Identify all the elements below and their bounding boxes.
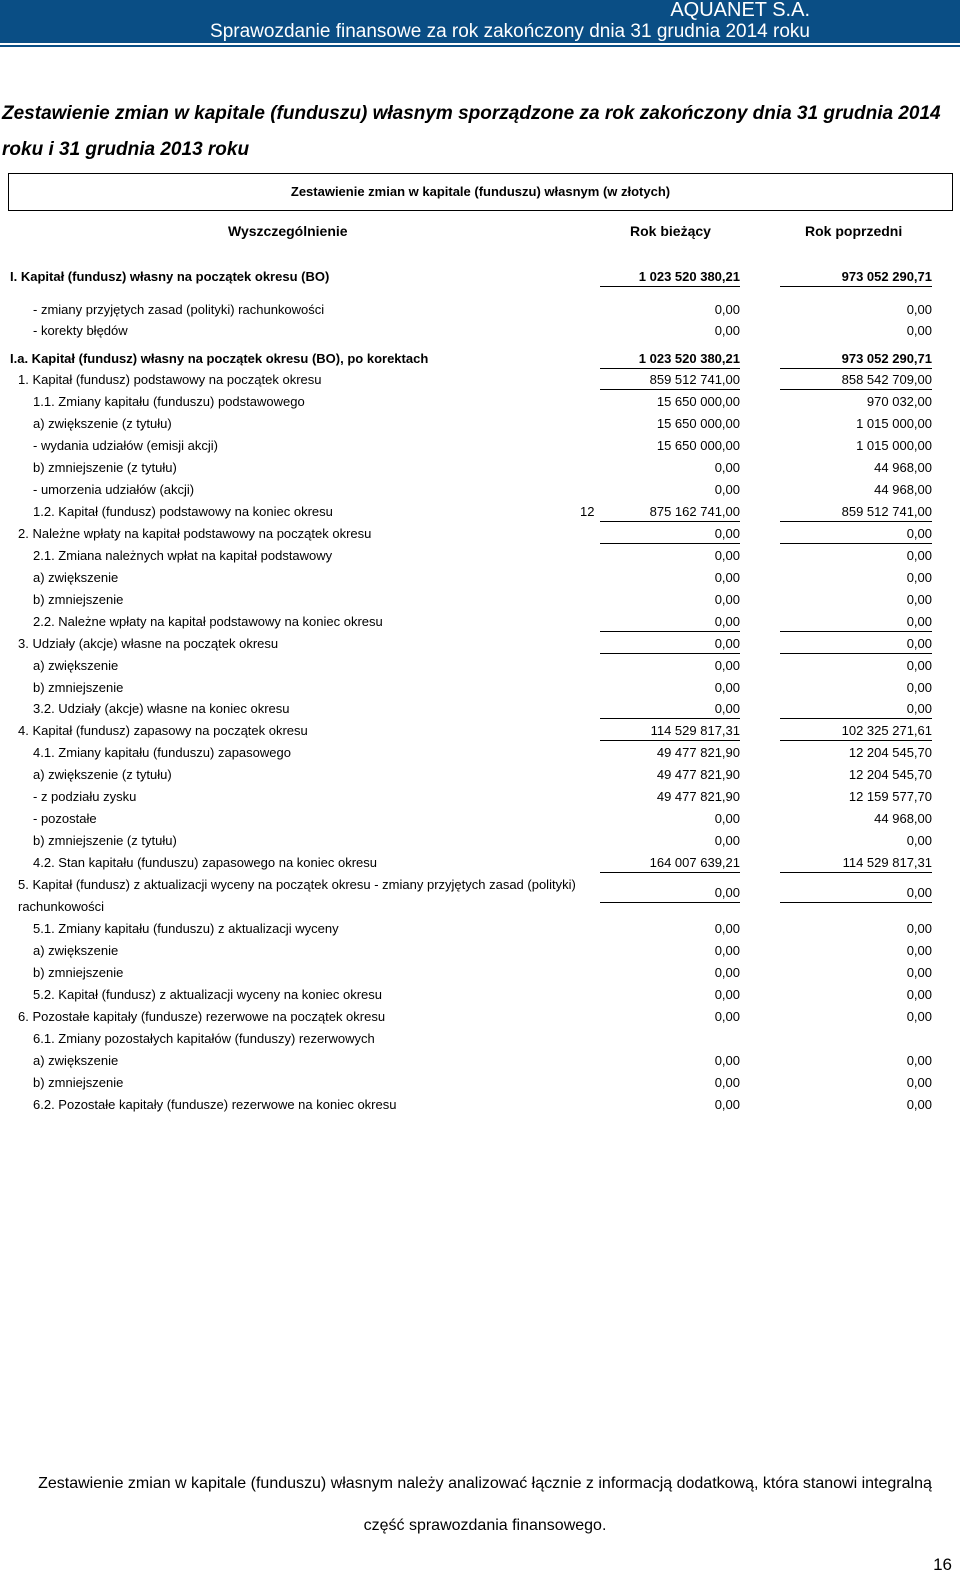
- value-current: 0,00: [714, 680, 740, 695]
- table-row: [0, 657, 960, 678]
- table-row: [0, 1052, 960, 1073]
- table-row: [0, 415, 960, 436]
- value-current: 0,00: [600, 525, 740, 544]
- table-row: [0, 503, 960, 524]
- value-previous: 0,00: [780, 525, 932, 544]
- row-label: - pozostałe: [33, 811, 97, 826]
- report-subtitle: Sprawozdanie finansowe za rok zakończony dnia 31 grudnia 2014 roku: [210, 21, 810, 42]
- value-current: 0,00: [714, 921, 740, 936]
- value-previous: 970 032,00: [866, 394, 932, 409]
- row-label: 5.2. Kapitał (fundusz) z aktualizacji wyceny na koniec okresu: [33, 987, 383, 1002]
- row-label: 5. Kapitał (fundusz) z aktualizacji wyceny na początek okresu - zmiany przyjętych zasad (polityki) rachunkowości: [18, 877, 576, 914]
- page-title: Zestawienie zmian w kapitale (funduszu) własnym sporządzone za rok zakończony dnia 31 grudnia 2014 roku i 31 grudnia 2013 roku: [2, 103, 941, 160]
- row-label: 4.1. Zmiany kapitału (funduszu) zapasowego: [33, 745, 291, 760]
- row-label: 5.1. Zmiany kapitału (funduszu) z aktualizacji wyceny: [33, 921, 339, 936]
- table-row: [0, 1008, 960, 1029]
- value-previous: 0,00: [906, 965, 932, 980]
- row-label: 1.2. Kapitał (fundusz) podstawowy na koniec okresu: [33, 504, 333, 519]
- value-previous: 0,00: [906, 680, 932, 695]
- row-label: a) zwiększenie: [33, 943, 119, 958]
- value-previous: 1 015 000,00: [856, 416, 932, 431]
- row-label: 6.2. Pozostałe kapitały (fundusze) rezerwowe na koniec okresu: [33, 1097, 397, 1112]
- header-divider: [0, 45, 960, 47]
- value-previous: 44 968,00: [874, 460, 932, 475]
- value-current: 49 477 821,90: [656, 789, 740, 804]
- value-current: 0,00: [714, 1097, 740, 1112]
- row-label: 6. Pozostałe kapitały (fundusze) rezerwowe na początek okresu: [18, 1009, 386, 1024]
- value-previous: 12 159 577,70: [848, 789, 932, 804]
- row-label: - wydania udziałów (emisji akcji): [33, 438, 218, 453]
- table-row: [0, 591, 960, 612]
- value-previous: 0,00: [906, 921, 932, 936]
- value-current: 0,00: [714, 592, 740, 607]
- table-row: [0, 810, 960, 831]
- row-label: 2. Należne wpłaty na kapitał podstawowy na początek okresu: [18, 526, 372, 541]
- value-previous: 0,00: [906, 987, 932, 1002]
- company-name: AQUANET S.A.: [670, 0, 810, 21]
- row-label: b) zmniejszenie (z tytułu): [33, 460, 177, 475]
- value-previous: 102 325 271,61: [780, 722, 932, 741]
- value-previous: 44 968,00: [874, 482, 932, 497]
- row-label: - zmiany przyjętych zasad (polityki) rachunkowości: [33, 302, 325, 317]
- table-row: [0, 920, 960, 941]
- row-label: 3.2. Udziały (akcje) własne na koniec okresu: [33, 701, 290, 716]
- table-row: [0, 878, 960, 916]
- value-previous: 0,00: [906, 1075, 932, 1090]
- note-reference: 12: [580, 504, 595, 519]
- table-row: [0, 766, 960, 787]
- value-current: 0,00: [714, 658, 740, 673]
- value-current: 1 023 520 380,21: [600, 268, 740, 287]
- value-previous: 859 512 741,00: [780, 503, 932, 522]
- row-label: 1.1. Zmiany kapitału (funduszu) podstawowego: [33, 394, 305, 409]
- row-label: - korekty błędów: [33, 323, 128, 338]
- table-row: [0, 722, 960, 743]
- table-row: [0, 301, 960, 322]
- value-current: 0,00: [714, 943, 740, 958]
- value-current: 0,00: [714, 965, 740, 980]
- table-row: [0, 1074, 960, 1095]
- value-previous: 0,00: [906, 1009, 932, 1024]
- value-current: 0,00: [714, 833, 740, 848]
- value-current: 0,00: [714, 302, 740, 317]
- value-current: 0,00: [714, 811, 740, 826]
- value-current: 164 007 639,21: [600, 854, 740, 873]
- row-label: 4. Kapitał (fundusz) zapasowy na początek okresu: [18, 723, 308, 738]
- value-current: 15 650 000,00: [656, 438, 740, 453]
- value-current: 0,00: [714, 548, 740, 563]
- value-current: 1 023 520 380,21: [600, 350, 740, 369]
- value-previous: 1 015 000,00: [856, 438, 932, 453]
- value-previous: 12 204 545,70: [848, 745, 932, 760]
- row-label: a) zwiększenie: [33, 1053, 119, 1068]
- row-label: b) zmniejszenie: [33, 965, 124, 980]
- table-row: [0, 481, 960, 502]
- value-current: 0,00: [714, 1075, 740, 1090]
- value-previous: 12 204 545,70: [848, 767, 932, 782]
- table-row: [0, 700, 960, 721]
- row-label: 3. Udziały (akcje) własne na początek okresu: [18, 636, 279, 651]
- value-previous: 0,00: [780, 884, 932, 903]
- table-row: [0, 525, 960, 546]
- value-previous: 44 968,00: [874, 811, 932, 826]
- value-current: 15 650 000,00: [656, 416, 740, 431]
- value-current: 0,00: [714, 1009, 740, 1024]
- value-current: 0,00: [600, 613, 740, 632]
- page-number: 16: [933, 1555, 952, 1574]
- column-header-description: Wyszczególnienie: [228, 223, 348, 239]
- table-row: [0, 569, 960, 590]
- column-header-current-year: Rok bieżący: [630, 223, 711, 239]
- row-label: I.a. Kapitał (fundusz) własny na początek okresu (BO), po korektach: [10, 351, 429, 366]
- table-row: [0, 832, 960, 853]
- value-previous: 0,00: [906, 302, 932, 317]
- row-label: 4.2. Stan kapitału (funduszu) zapasowego na koniec okresu: [33, 855, 377, 870]
- table-row: [0, 986, 960, 1007]
- table-row: [0, 350, 960, 371]
- value-current: 0,00: [714, 570, 740, 585]
- value-current: 0,00: [600, 635, 740, 654]
- table-row: [0, 964, 960, 985]
- table-row: [0, 679, 960, 700]
- value-current: 859 512 741,00: [600, 371, 740, 390]
- row-label: a) zwiększenie (z tytułu): [33, 416, 172, 431]
- value-current: 49 477 821,90: [656, 745, 740, 760]
- value-previous: 0,00: [906, 833, 932, 848]
- value-current: 114 529 817,31: [600, 722, 740, 741]
- row-label: - z podziału zysku: [33, 789, 137, 804]
- row-label: 2.2. Należne wpłaty na kapitał podstawowy na koniec okresu: [33, 614, 383, 629]
- row-label: a) zwiększenie: [33, 570, 119, 585]
- value-previous: 973 052 290,71: [780, 350, 932, 369]
- table-row: [0, 459, 960, 480]
- value-previous: 0,00: [906, 943, 932, 958]
- row-label: 1. Kapitał (fundusz) podstawowy na początek okresu: [18, 372, 322, 387]
- value-previous: 0,00: [906, 592, 932, 607]
- table-row: [0, 635, 960, 656]
- table-row: [0, 744, 960, 765]
- value-current: 0,00: [714, 460, 740, 475]
- row-label: - umorzenia udziałów (akcji): [33, 482, 195, 497]
- value-previous: 0,00: [906, 323, 932, 338]
- value-previous: 0,00: [780, 700, 932, 719]
- table-row: [0, 393, 960, 414]
- table-row: [0, 1030, 960, 1051]
- table-row: [0, 268, 960, 289]
- value-current: 0,00: [714, 987, 740, 1002]
- table-row: [0, 1096, 960, 1117]
- value-previous: 0,00: [906, 658, 932, 673]
- table-row: [0, 437, 960, 458]
- value-previous: 858 542 709,00: [780, 371, 932, 390]
- footer-note: Zestawienie zmian w kapitale (funduszu) własnym należy analizować łącznie z informacją dodatkową, która stanowi integralną część sprawozdania finansowego.: [38, 1475, 932, 1534]
- table-row: [0, 613, 960, 634]
- value-current: 0,00: [600, 884, 740, 903]
- row-label: a) zwiększenie: [33, 658, 119, 673]
- value-previous: 114 529 817,31: [780, 854, 932, 873]
- row-label: 2.1. Zmiana należnych wpłat na kapitał podstawowy: [33, 548, 333, 563]
- value-current: 0,00: [714, 482, 740, 497]
- value-previous: 0,00: [906, 1053, 932, 1068]
- table-row: [0, 547, 960, 568]
- table-caption: Zestawienie zmian w kapitale (funduszu) własnym (w złotych): [8, 173, 953, 211]
- value-previous: 0,00: [780, 635, 932, 654]
- value-previous: 0,00: [906, 1097, 932, 1112]
- value-previous: 0,00: [906, 570, 932, 585]
- value-current: 15 650 000,00: [656, 394, 740, 409]
- column-header-previous-year: Rok poprzedni: [805, 223, 903, 239]
- value-current: 0,00: [714, 1053, 740, 1068]
- table-row: [0, 322, 960, 343]
- table-row: [0, 788, 960, 809]
- row-label: b) zmniejszenie: [33, 1075, 124, 1090]
- row-label: 6.1. Zmiany pozostałych kapitałów (funduszy) rezerwowych: [33, 1031, 375, 1046]
- value-previous: 0,00: [906, 548, 932, 563]
- table-row: [0, 854, 960, 875]
- row-label: I. Kapitał (fundusz) własny na początek okresu (BO): [10, 269, 330, 284]
- value-current: 875 162 741,00: [600, 503, 740, 522]
- row-label: b) zmniejszenie (z tytułu): [33, 833, 177, 848]
- value-previous: 973 052 290,71: [780, 268, 932, 287]
- value-previous: 0,00: [780, 613, 932, 632]
- value-current: 49 477 821,90: [656, 767, 740, 782]
- table-row: [0, 942, 960, 963]
- row-label: b) zmniejszenie: [33, 680, 124, 695]
- page-header: [0, 0, 960, 43]
- table-row: [0, 371, 960, 392]
- value-current: 0,00: [714, 323, 740, 338]
- value-current: 0,00: [600, 700, 740, 719]
- row-label: b) zmniejszenie: [33, 592, 124, 607]
- row-label: a) zwiększenie (z tytułu): [33, 767, 172, 782]
